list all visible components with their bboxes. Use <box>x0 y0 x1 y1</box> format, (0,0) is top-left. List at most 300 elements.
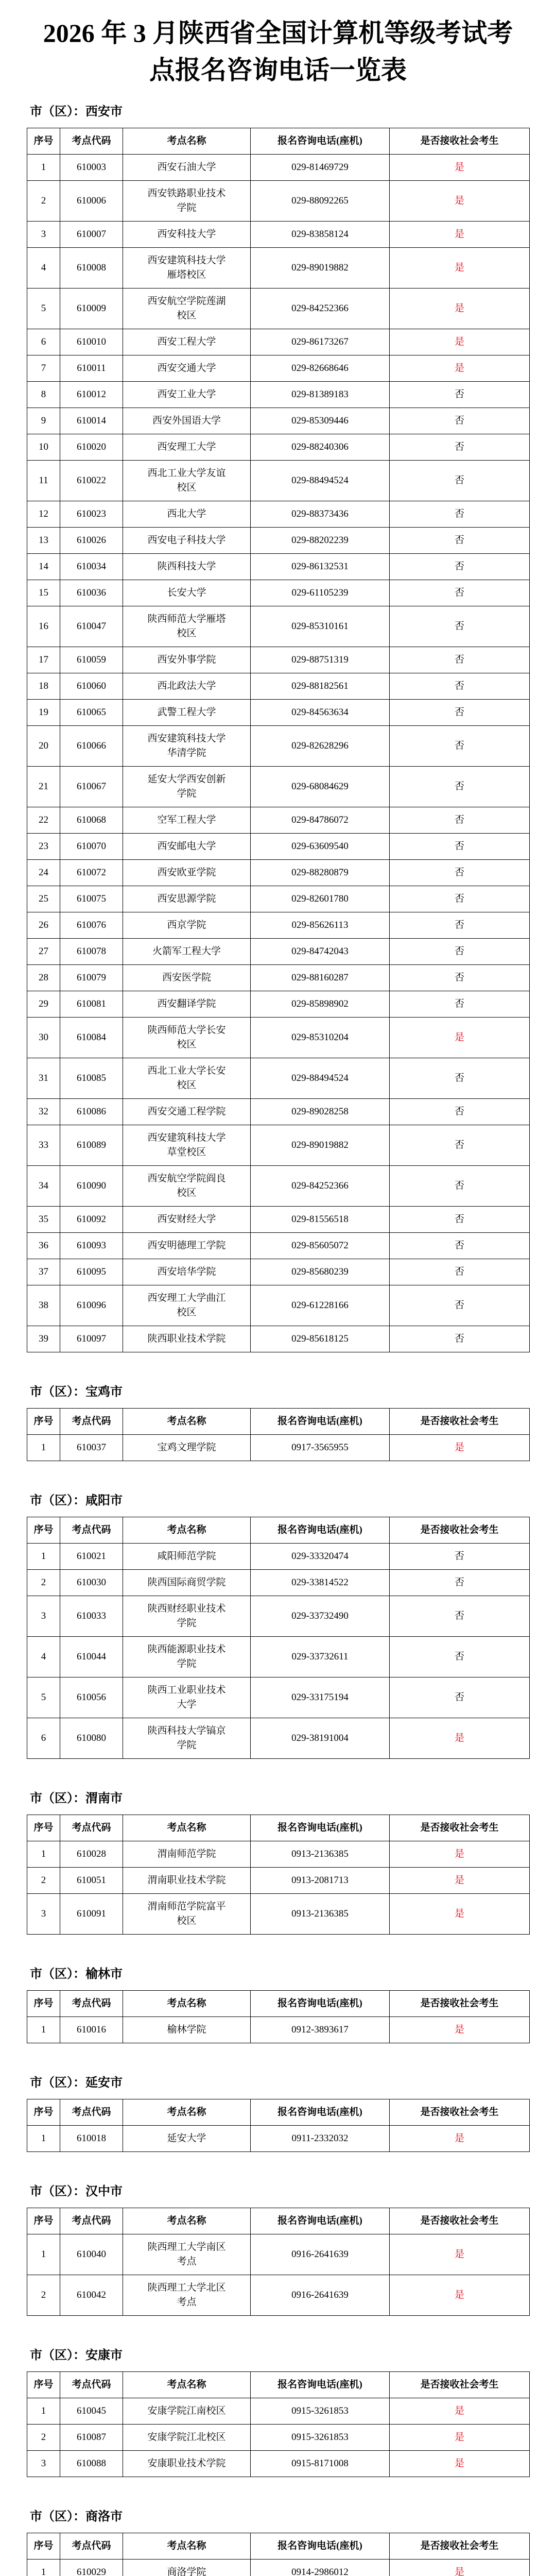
title-line-1: 2026 年 3 月陕西省全国计算机等级考试考 <box>43 19 513 47</box>
city-label: 市（区）：咸阳市 <box>30 1494 123 1507</box>
col-header-number: 序号 <box>27 1409 60 1435</box>
accepts-public-candidates: 是 <box>390 2275 530 2316</box>
table-body <box>27 2234 530 2316</box>
phone-number: 029-88280879 <box>251 860 390 886</box>
site-name-cell <box>123 1285 251 1326</box>
site-code: 610090 <box>60 1166 123 1207</box>
phone-number: 029-33732611 <box>251 1637 390 1677</box>
accepts-public-candidates: 否 <box>390 912 530 939</box>
row-number: 1 <box>27 1435 60 1461</box>
table-header <box>27 1991 530 2017</box>
accepts-public-candidates: 否 <box>390 408 530 434</box>
exam-site-table <box>27 2208 530 2316</box>
accepts-public-candidates: 否 <box>390 1544 530 1570</box>
exam-site-table <box>27 2533 530 2576</box>
table-row <box>27 501 530 528</box>
table-row <box>27 289 530 329</box>
table-row <box>27 2560 530 2576</box>
site-name-cell <box>123 2560 251 2576</box>
table-row <box>27 1841 530 1868</box>
city-section <box>27 1492 529 1759</box>
city-label: 市（区）：安康市 <box>30 2349 123 2362</box>
accepts-public-candidates: 否 <box>390 1259 530 1285</box>
phone-number: 0914-2986012 <box>251 2560 390 2576</box>
site-code: 610065 <box>60 700 123 726</box>
row-number: 15 <box>27 580 60 606</box>
site-name: 安康学院江南校区 <box>147 2405 226 2416</box>
col-header-accept: 是否接收社会考生 <box>390 1991 530 2017</box>
site-code: 610060 <box>60 673 123 700</box>
row-number: 6 <box>27 1718 60 1759</box>
accepts-public-candidates: 是 <box>390 2234 530 2275</box>
site-name: 西安工业大学 <box>157 389 216 400</box>
site-code: 610076 <box>60 912 123 939</box>
site-name: 西安翻译学院 <box>157 998 216 1009</box>
site-code: 610034 <box>60 554 123 580</box>
table-row <box>27 181 530 222</box>
site-name: 宝鸡文理学院 <box>157 1442 216 1453</box>
site-name: 西安航空学院阎良校区 <box>147 1173 226 1198</box>
site-name: 陕西能源职业技术学院 <box>147 1644 226 1669</box>
table-row <box>27 1326 530 1352</box>
site-name: 西北大学 <box>167 509 206 519</box>
phone-number: 029-85310204 <box>251 1018 390 1058</box>
phone-number: 029-85680239 <box>251 1259 390 1285</box>
site-code: 610006 <box>60 181 123 222</box>
table-row <box>27 965 530 991</box>
site-name-cell <box>123 355 251 382</box>
table-body <box>27 1841 530 1935</box>
site-name-cell <box>123 528 251 554</box>
table-row <box>27 726 530 767</box>
phone-number: 029-83858124 <box>251 222 390 248</box>
col-header-number: 序号 <box>27 128 60 155</box>
table-row <box>27 355 530 382</box>
site-code: 610026 <box>60 528 123 554</box>
table-row <box>27 1570 530 1596</box>
phone-number: 0915-3261853 <box>251 2425 390 2451</box>
site-name: 西安建筑科技大学华清学院 <box>147 733 226 758</box>
accepts-public-candidates: 否 <box>390 991 530 1018</box>
col-header-phone: 报名咨询电话(座机) <box>251 1991 390 2017</box>
site-name: 渭南师范学院 <box>157 1849 216 1859</box>
site-code: 610075 <box>60 886 123 912</box>
col-header-accept: 是否接收社会考生 <box>390 128 530 155</box>
site-name: 西安思源学院 <box>157 893 216 904</box>
site-name: 西安建筑科技大学雁塔校区 <box>147 255 226 280</box>
site-name-cell <box>123 2451 251 2477</box>
col-header-name: 考点名称 <box>123 1991 251 2017</box>
phone-number: 029-84786072 <box>251 807 390 834</box>
site-name-cell <box>123 1718 251 1759</box>
site-code: 610007 <box>60 222 123 248</box>
phone-number: 029-85310161 <box>251 606 390 647</box>
site-name-cell <box>123 1018 251 1058</box>
table-row <box>27 2275 530 2316</box>
site-name: 西安理工大学 <box>157 442 216 452</box>
col-header-name: 考点名称 <box>123 1409 251 1435</box>
phone-number: 0913-2081713 <box>251 1868 390 1894</box>
site-name-cell <box>123 606 251 647</box>
col-header-name: 考点名称 <box>123 128 251 155</box>
city-section <box>27 1383 529 1461</box>
row-number: 36 <box>27 1233 60 1259</box>
phone-number: 029-82628296 <box>251 726 390 767</box>
phone-number: 029-82668646 <box>251 355 390 382</box>
site-name-cell <box>123 580 251 606</box>
row-number: 33 <box>27 1125 60 1166</box>
table-header <box>27 128 530 155</box>
phone-number: 029-33814522 <box>251 1570 390 1596</box>
row-number: 21 <box>27 767 60 807</box>
accepts-public-candidates: 是 <box>390 1841 530 1868</box>
city-label: 市（区）：西安市 <box>30 105 123 118</box>
col-header-number: 序号 <box>27 1517 60 1544</box>
site-name-cell <box>123 860 251 886</box>
site-name-cell <box>123 1894 251 1935</box>
phone-number: 029-88494524 <box>251 461 390 501</box>
row-number: 16 <box>27 606 60 647</box>
table-row <box>27 1259 530 1285</box>
accepts-public-candidates: 否 <box>390 461 530 501</box>
row-number: 14 <box>27 554 60 580</box>
site-code: 610059 <box>60 647 123 673</box>
row-number: 28 <box>27 965 60 991</box>
site-name: 西安电子科技大学 <box>147 535 226 546</box>
table-header <box>27 2533 530 2560</box>
site-name-cell <box>123 726 251 767</box>
row-number: 30 <box>27 1018 60 1058</box>
row-number: 29 <box>27 991 60 1018</box>
row-number: 12 <box>27 501 60 528</box>
site-name-cell <box>123 1637 251 1677</box>
table-header <box>27 1517 530 1544</box>
accepts-public-candidates: 是 <box>390 2017 530 2043</box>
phone-number: 029-81389183 <box>251 382 390 408</box>
site-code: 610003 <box>60 155 123 181</box>
row-number: 2 <box>27 1868 60 1894</box>
table-header-row <box>27 1815 530 1841</box>
site-code: 610087 <box>60 2425 123 2451</box>
phone-number: 029-88494524 <box>251 1058 390 1099</box>
site-name-cell <box>123 1677 251 1718</box>
accepts-public-candidates: 否 <box>390 886 530 912</box>
col-header-phone: 报名咨询电话(座机) <box>251 1517 390 1544</box>
phone-number: 0913-2136385 <box>251 1841 390 1868</box>
site-code: 610088 <box>60 2451 123 2477</box>
site-name-cell <box>123 248 251 289</box>
phone-number: 029-88092265 <box>251 181 390 222</box>
accepts-public-candidates: 是 <box>390 1435 530 1461</box>
row-number: 38 <box>27 1285 60 1326</box>
accepts-public-candidates: 否 <box>390 860 530 886</box>
title-line-2: 点报名咨询电话一览表 <box>149 56 407 84</box>
site-name-cell <box>123 408 251 434</box>
accepts-public-candidates: 是 <box>390 222 530 248</box>
table-header <box>27 2372 530 2398</box>
table-header <box>27 2099 530 2126</box>
site-name-cell <box>123 2126 251 2152</box>
site-name-cell <box>123 647 251 673</box>
accepts-public-candidates: 是 <box>390 2398 530 2425</box>
city-section <box>27 2183 529 2316</box>
site-name-cell <box>123 181 251 222</box>
site-code: 610016 <box>60 2017 123 2043</box>
row-number: 2 <box>27 2275 60 2316</box>
site-code: 610009 <box>60 289 123 329</box>
site-name: 陕西理工大学南区考点 <box>147 2242 226 2267</box>
row-number: 2 <box>27 1570 60 1596</box>
table-row <box>27 939 530 965</box>
accepts-public-candidates: 否 <box>390 1285 530 1326</box>
accepts-public-candidates: 否 <box>390 1596 530 1637</box>
col-header-code: 考点代码 <box>60 128 123 155</box>
site-code: 610018 <box>60 2126 123 2152</box>
accepts-public-candidates: 否 <box>390 700 530 726</box>
site-code: 610084 <box>60 1018 123 1058</box>
phone-number: 029-81469729 <box>251 155 390 181</box>
col-header-accept: 是否接收社会考生 <box>390 2099 530 2126</box>
row-number: 10 <box>27 434 60 461</box>
col-header-number: 序号 <box>27 1991 60 2017</box>
table-row <box>27 434 530 461</box>
accepts-public-candidates: 是 <box>390 289 530 329</box>
row-number: 1 <box>27 2234 60 2275</box>
row-number: 1 <box>27 1544 60 1570</box>
accepts-public-candidates: 是 <box>390 1718 530 1759</box>
site-name: 安康职业技术学院 <box>147 2458 226 2469</box>
accepts-public-candidates: 是 <box>390 2560 530 2576</box>
table-row <box>27 991 530 1018</box>
site-name: 陕西理工大学北区考点 <box>147 2282 226 2308</box>
table-row <box>27 155 530 181</box>
row-number: 2 <box>27 181 60 222</box>
col-header-code: 考点代码 <box>60 2372 123 2398</box>
site-name-cell <box>123 1233 251 1259</box>
table-header-row <box>27 1517 530 1544</box>
phone-number: 029-63609540 <box>251 834 390 860</box>
col-header-number: 序号 <box>27 1815 60 1841</box>
row-number: 3 <box>27 2451 60 2477</box>
row-number: 11 <box>27 461 60 501</box>
col-header-phone: 报名咨询电话(座机) <box>251 128 390 155</box>
table-header-row <box>27 1991 530 2017</box>
phone-number: 029-61228166 <box>251 1285 390 1326</box>
site-name-cell <box>123 2398 251 2425</box>
accepts-public-candidates: 是 <box>390 329 530 355</box>
col-header-accept: 是否接收社会考生 <box>390 1517 530 1544</box>
table-header-row <box>27 128 530 155</box>
col-header-number: 序号 <box>27 2099 60 2126</box>
row-number: 39 <box>27 1326 60 1352</box>
site-name: 西安医学院 <box>162 972 211 983</box>
phone-number: 029-88240306 <box>251 434 390 461</box>
site-code: 610096 <box>60 1285 123 1326</box>
row-number: 3 <box>27 1596 60 1637</box>
row-number: 1 <box>27 2560 60 2576</box>
city-section <box>27 2347 529 2477</box>
row-number: 34 <box>27 1166 60 1207</box>
site-name: 西北政法大学 <box>157 681 216 691</box>
accepts-public-candidates: 是 <box>390 181 530 222</box>
accepts-public-candidates: 否 <box>390 1207 530 1233</box>
col-header-phone: 报名咨询电话(座机) <box>251 2208 390 2234</box>
site-code: 610044 <box>60 1637 123 1677</box>
site-name-cell <box>123 1125 251 1166</box>
site-name-cell <box>123 673 251 700</box>
row-number: 3 <box>27 1894 60 1935</box>
phone-number: 029-86173267 <box>251 329 390 355</box>
col-header-name: 考点名称 <box>123 1815 251 1841</box>
city-section <box>27 1965 529 2043</box>
site-code: 610036 <box>60 580 123 606</box>
table-row <box>27 1894 530 1935</box>
table-row <box>27 1099 530 1125</box>
accepts-public-candidates: 是 <box>390 248 530 289</box>
accepts-public-candidates: 是 <box>390 155 530 181</box>
city-section <box>27 103 529 1352</box>
phone-number: 029-33732490 <box>251 1596 390 1637</box>
table-row <box>27 2234 530 2275</box>
row-number: 1 <box>27 2017 60 2043</box>
table-row <box>27 329 530 355</box>
exam-site-table <box>27 1517 530 1759</box>
site-name-cell <box>123 1544 251 1570</box>
accepts-public-candidates: 否 <box>390 554 530 580</box>
col-header-code: 考点代码 <box>60 1815 123 1841</box>
site-name: 西安工程大学 <box>157 336 216 347</box>
site-name: 西安航空学院莲湖校区 <box>147 296 226 321</box>
site-name: 西安外事学院 <box>157 654 216 665</box>
row-number: 20 <box>27 726 60 767</box>
site-code: 610079 <box>60 965 123 991</box>
accepts-public-candidates: 否 <box>390 939 530 965</box>
phone-number: 029-85626113 <box>251 912 390 939</box>
exam-site-table <box>27 1408 530 1461</box>
site-name-cell <box>123 1868 251 1894</box>
site-code: 610095 <box>60 1259 123 1285</box>
site-code: 610086 <box>60 1099 123 1125</box>
site-name: 西安培华学院 <box>157 1266 216 1277</box>
phone-number: 029-81556518 <box>251 1207 390 1233</box>
accepts-public-candidates: 是 <box>390 2126 530 2152</box>
site-name-cell <box>123 501 251 528</box>
site-code: 610020 <box>60 434 123 461</box>
row-number: 4 <box>27 248 60 289</box>
table-body <box>27 2017 530 2043</box>
table-row <box>27 767 530 807</box>
site-name-cell <box>123 912 251 939</box>
city-label: 市（区）：渭南市 <box>30 1792 123 1805</box>
site-name-cell <box>123 886 251 912</box>
phone-number: 0915-8171008 <box>251 2451 390 2477</box>
site-code: 610068 <box>60 807 123 834</box>
accepts-public-candidates: 否 <box>390 501 530 528</box>
row-number: 31 <box>27 1058 60 1099</box>
col-header-number: 序号 <box>27 2372 60 2398</box>
col-header-accept: 是否接收社会考生 <box>390 2372 530 2398</box>
site-name-cell <box>123 329 251 355</box>
col-header-accept: 是否接收社会考生 <box>390 2208 530 2234</box>
site-code: 610022 <box>60 461 123 501</box>
site-name: 陕西师范大学雁塔校区 <box>147 614 226 639</box>
site-code: 610070 <box>60 834 123 860</box>
site-name: 西安欧亚学院 <box>157 867 216 878</box>
table-row <box>27 382 530 408</box>
phone-number: 029-88160287 <box>251 965 390 991</box>
table-row <box>27 2017 530 2043</box>
accepts-public-candidates: 否 <box>390 965 530 991</box>
phone-number: 029-85309446 <box>251 408 390 434</box>
table-row <box>27 528 530 554</box>
col-header-phone: 报名咨询电话(座机) <box>251 2099 390 2126</box>
table-header <box>27 2208 530 2234</box>
row-number: 24 <box>27 860 60 886</box>
table-row <box>27 461 530 501</box>
site-name: 安康学院江北校区 <box>147 2432 226 2443</box>
table-row <box>27 1233 530 1259</box>
table-row <box>27 1285 530 1326</box>
site-code: 610042 <box>60 2275 123 2316</box>
site-name: 西安交通工程学院 <box>147 1106 226 1117</box>
table-row <box>27 2126 530 2152</box>
phone-number: 029-38191004 <box>251 1718 390 1759</box>
phone-number: 029-82601780 <box>251 886 390 912</box>
accepts-public-candidates: 否 <box>390 1570 530 1596</box>
site-name: 陕西科技大学 <box>157 561 216 572</box>
phone-number: 029-86132531 <box>251 554 390 580</box>
accepts-public-candidates: 否 <box>390 1166 530 1207</box>
site-name-cell <box>123 1435 251 1461</box>
exam-site-table <box>27 128 530 1352</box>
site-name: 陕西财经职业技术学院 <box>147 1603 226 1629</box>
table-row <box>27 807 530 834</box>
row-number: 26 <box>27 912 60 939</box>
accepts-public-candidates: 是 <box>390 1018 530 1058</box>
table-row <box>27 606 530 647</box>
site-code: 610089 <box>60 1125 123 1166</box>
table-row <box>27 834 530 860</box>
table-header-row <box>27 1409 530 1435</box>
site-name: 西京学院 <box>167 920 206 930</box>
table-header-row <box>27 2208 530 2234</box>
table-header <box>27 1815 530 1841</box>
table-row <box>27 1677 530 1718</box>
site-code: 610072 <box>60 860 123 886</box>
row-number: 9 <box>27 408 60 434</box>
col-header-phone: 报名咨询电话(座机) <box>251 1815 390 1841</box>
table-body <box>27 2560 530 2576</box>
table-row <box>27 1125 530 1166</box>
row-number: 23 <box>27 834 60 860</box>
accepts-public-candidates: 否 <box>390 767 530 807</box>
site-code: 610014 <box>60 408 123 434</box>
col-header-name: 考点名称 <box>123 2208 251 2234</box>
site-name: 陕西职业技术学院 <box>147 1333 226 1344</box>
site-name-cell <box>123 2425 251 2451</box>
site-name-cell <box>123 1326 251 1352</box>
table-header <box>27 1409 530 1435</box>
accepts-public-candidates: 否 <box>390 807 530 834</box>
phone-number: 0913-2136385 <box>251 1894 390 1935</box>
site-code: 610092 <box>60 1207 123 1233</box>
table-row <box>27 1637 530 1677</box>
accepts-public-candidates: 否 <box>390 606 530 647</box>
site-name-cell <box>123 1259 251 1285</box>
phone-number: 029-88373436 <box>251 501 390 528</box>
accepts-public-candidates: 否 <box>390 834 530 860</box>
site-name: 榆林学院 <box>167 2024 206 2035</box>
